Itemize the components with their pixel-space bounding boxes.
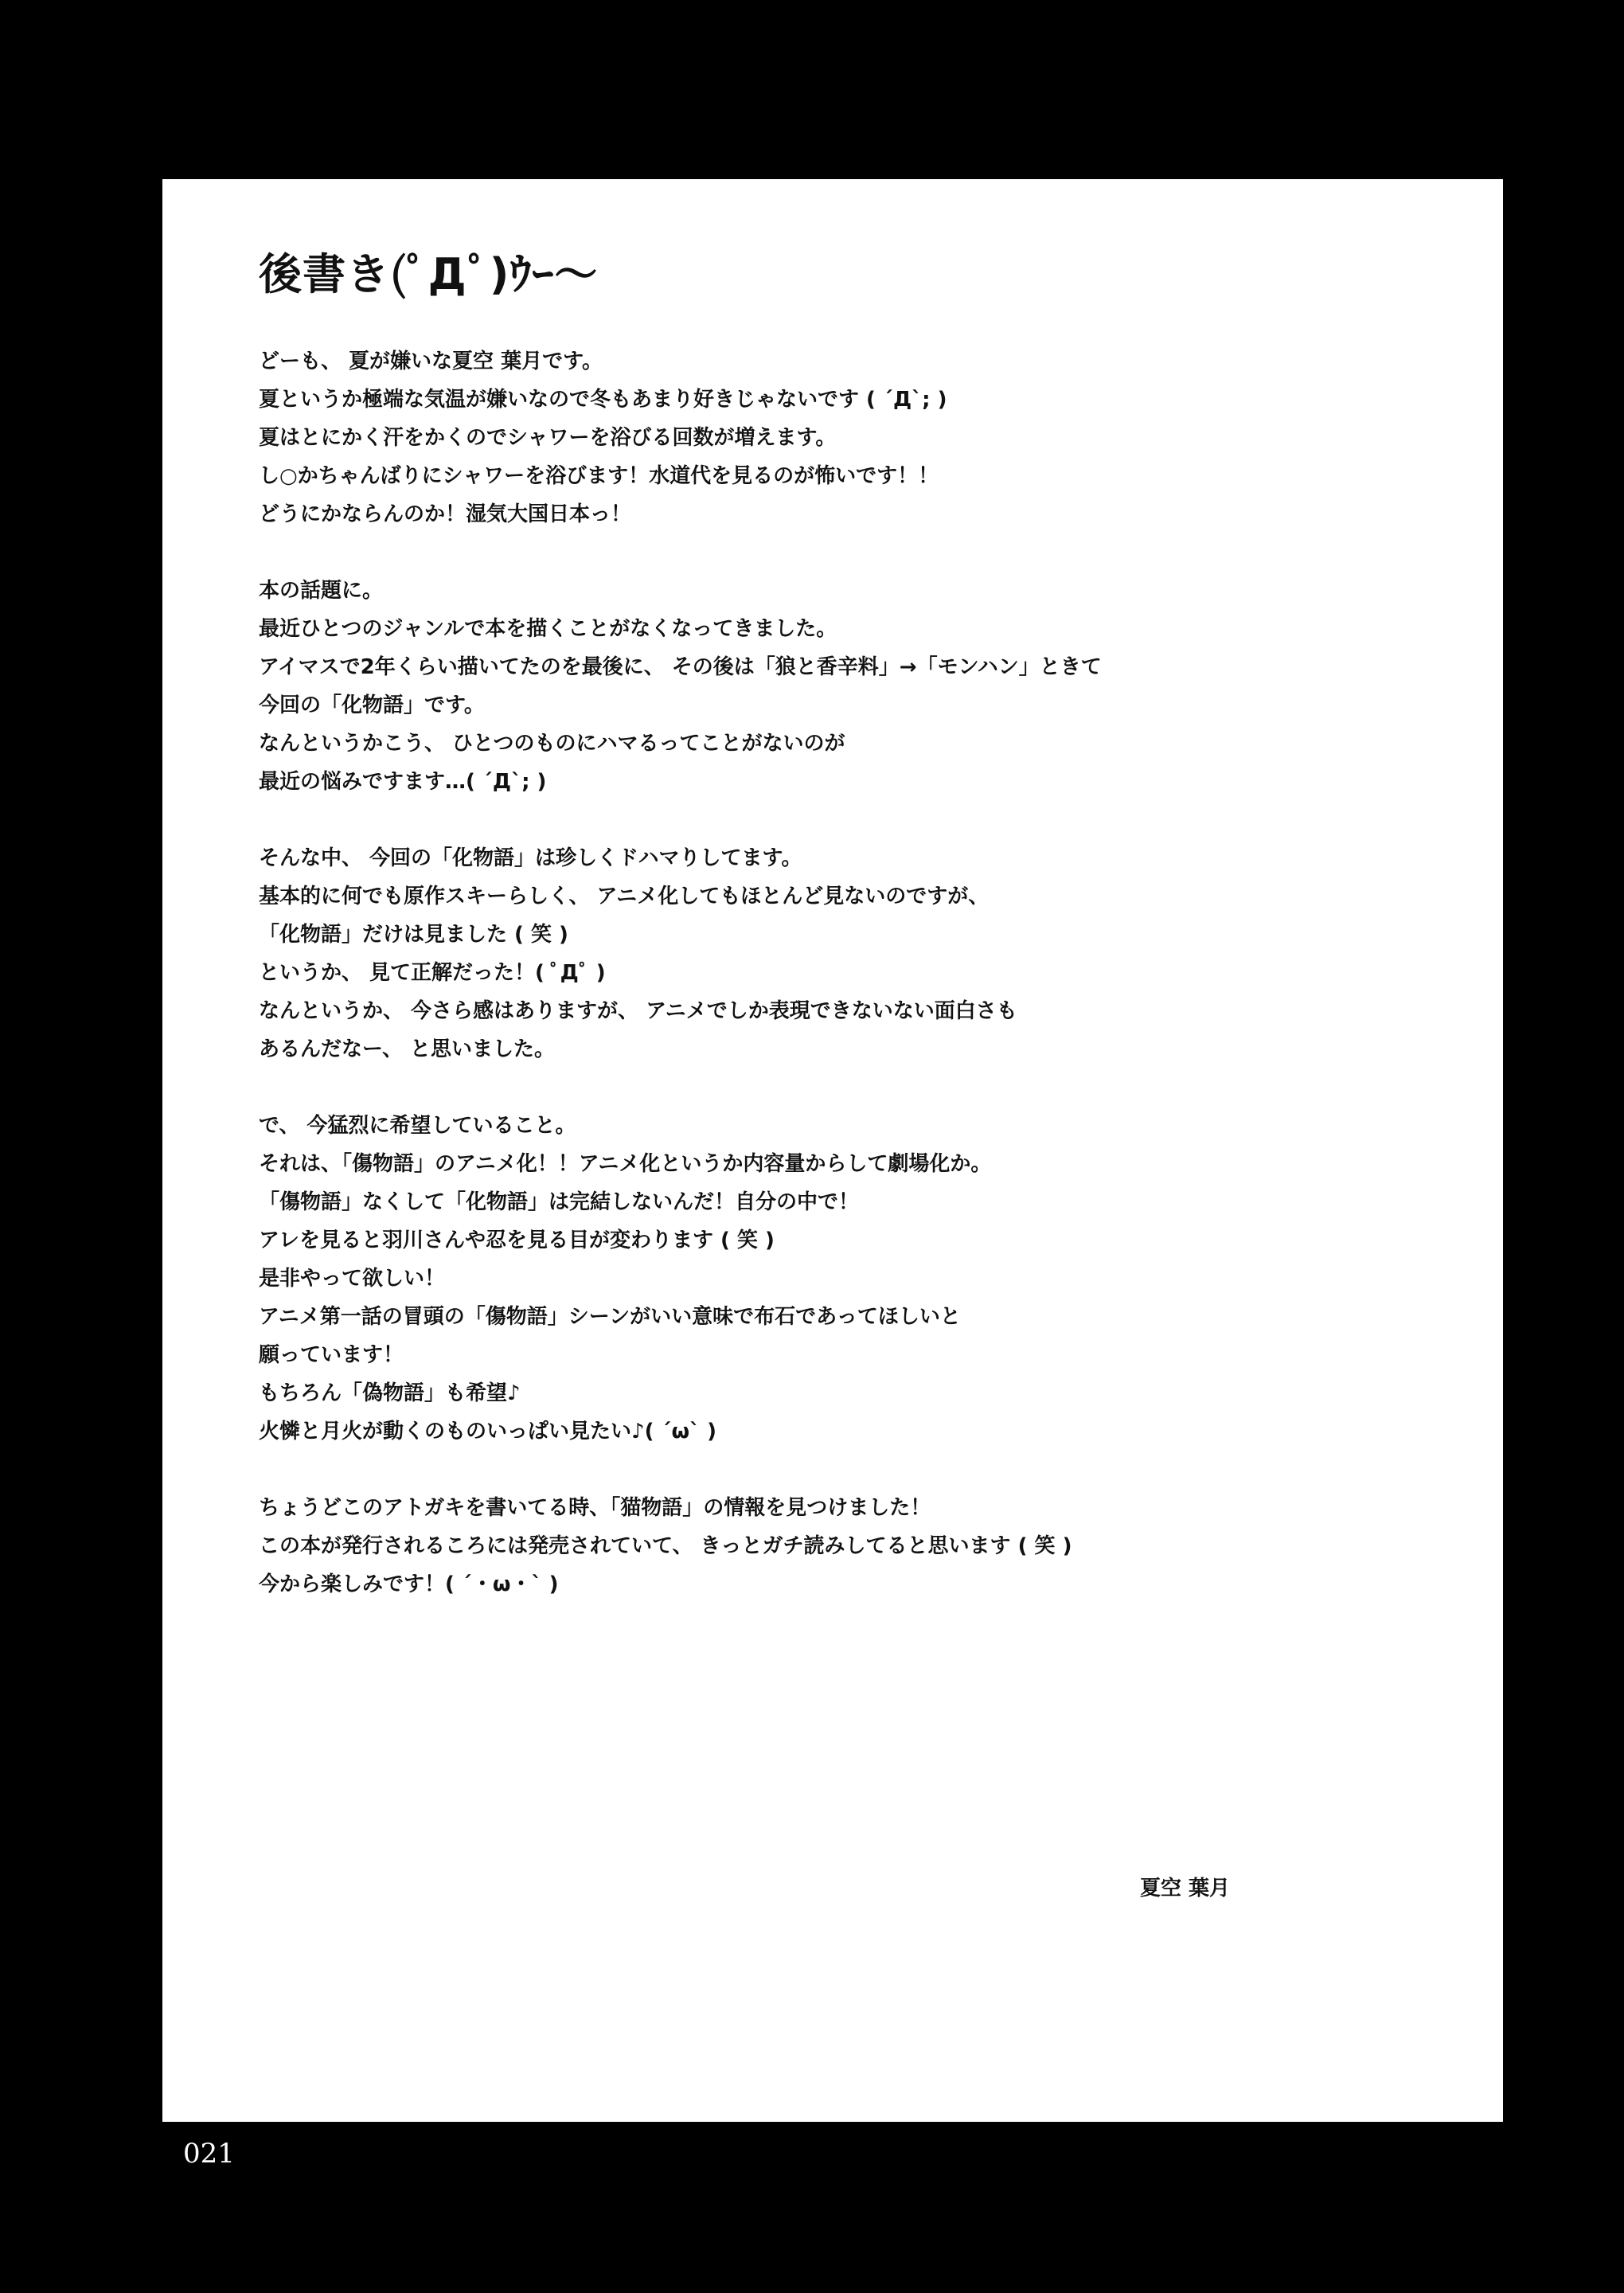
- text-line: 是非やって欲しい！: [259, 1267, 446, 1291]
- afterword-title: 後書き(ﾟДﾟ)ｳｰ～: [259, 249, 599, 299]
- paragraph-4: [259, 1107, 1294, 1451]
- text-line: それは、「傷物語」のアニメ化！！アニメ化というか内容量からして劇場化か。: [259, 1152, 992, 1176]
- text-line: 「傷物語」なくして「化物語」は完結しないんだ！自分の中で！: [259, 1190, 860, 1214]
- text-line: この本が発行されるころには発売されていて、 きっとガチ読みしてると思います ( 笑 ): [259, 1534, 1072, 1558]
- text-line: し○かちゃんばりにシャワーを浴びます！水道代を見るのが怖いです！！: [259, 464, 939, 488]
- text-line: あるんだなー、 と思いました。: [259, 1037, 556, 1061]
- text-line: 本の話題に。: [259, 579, 384, 603]
- text-line: 今回の「化物語」です。: [259, 693, 485, 717]
- text-line: 火憐と月火が動くのものいっぱい見たい♪( ´ω` ): [259, 1420, 717, 1443]
- paragraph-5: [259, 1489, 1294, 1604]
- paragraph-1: [259, 342, 1294, 533]
- text-line: ちょうどこのアトガキを書いてる時、「猫物語」の情報を見つけました！: [259, 1496, 931, 1520]
- text-line: どーも、 夏が嫌いな夏空 葉月です。: [259, 350, 603, 373]
- paragraph-3: [259, 839, 1294, 1068]
- text-line: アイマスで2年くらい描いてたのを最後に、 その後は「狼と香辛料」→「モンハン」ときて: [259, 655, 1102, 679]
- paragraph-2: [259, 572, 1294, 801]
- text-line: どうにかならんのか！湿気大国日本っ！: [259, 502, 632, 526]
- text-line: 夏というか極端な気温が嫌いなので冬もあまり好きじゃないです ( ´Д`; ): [259, 388, 947, 412]
- text-line: 「化物語」だけは見ました ( 笑 ): [259, 923, 568, 947]
- text-line: 夏はとにかく汗をかくのでシャワーを浴びる回数が増えます。: [259, 426, 837, 450]
- text-line: アレを見ると羽川さんや忍を見る目が変わります ( 笑 ): [259, 1229, 775, 1252]
- text-line: で、 今猛烈に希望していること。: [259, 1114, 576, 1138]
- text-line: もちろん「偽物語」も希望♪: [259, 1381, 521, 1405]
- afterword-content: [259, 247, 1294, 1642]
- text-line: 基本的に何でも原作スキーらしく、 アニメ化してもほとんど見ないのですが、: [259, 885, 990, 908]
- text-line: そんな中、 今回の「化物語」は珍しくドハマりしてます。: [259, 846, 802, 870]
- text-line: 最近の悩みですます…( ´Д`; ): [259, 770, 547, 794]
- text-line: 最近ひとつのジャンルで本を描くことがなくなってきました。: [259, 617, 837, 641]
- page-number: 021: [183, 2138, 235, 2170]
- text-line: なんというかこう、 ひとつのものにハマるってことがないのが: [259, 732, 845, 756]
- author-signature: 夏空 葉月: [1140, 1877, 1231, 1900]
- text-line: なんというか、 今さら感はありますが、 アニメでしか表現できないない面白さも: [259, 999, 1017, 1023]
- text-line: というか、 見て正解だった！( ﾟДﾟ ): [259, 961, 606, 985]
- text-line: アニメ第一話の冒頭の「傷物語」シーンがいい意味で布石であってほしいと: [259, 1305, 961, 1329]
- text-line: 願っています！: [259, 1343, 404, 1367]
- text-line: 今から楽しみです！( ´・ω・` ): [259, 1572, 559, 1596]
